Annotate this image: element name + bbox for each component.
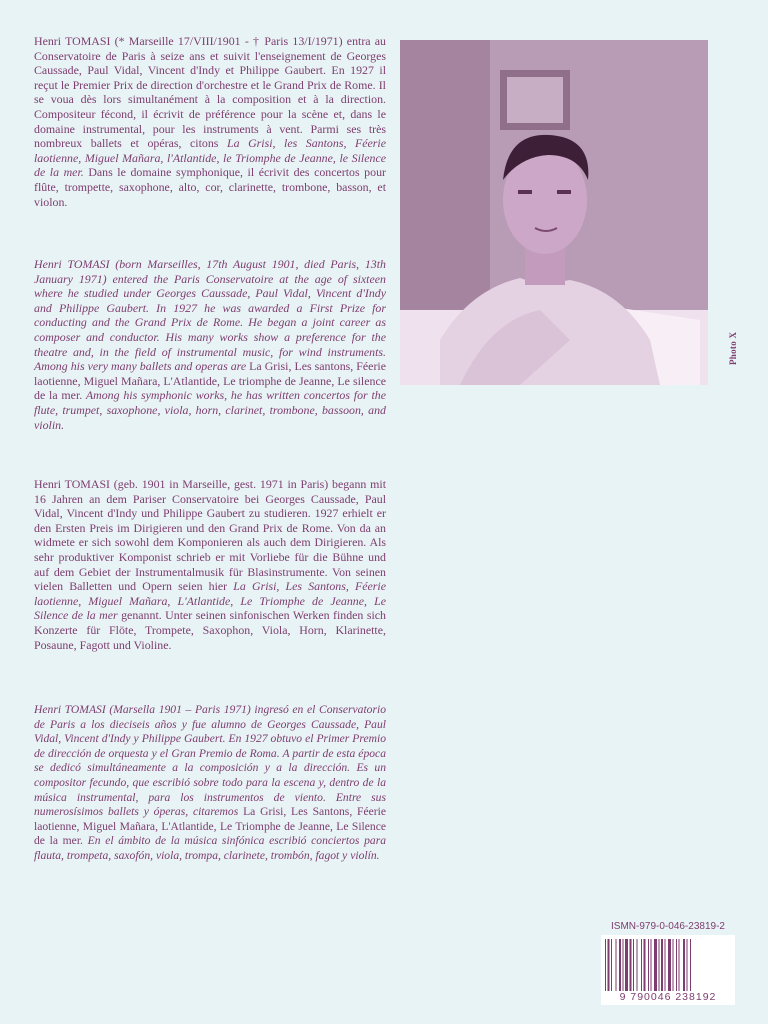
- biography-french-text: Henri TOMASI (* Marseille 17/VIII/1901 - † Paris 13/I/1971) entra au Conservatoire de Paris à seize ans et suivit l'enseignement de Georges Caussade, Paul Vidal, Vincent d'Indy et Philippe Gaubert. En 1927 il reçut le Premier Prix de direction d'orchestre et le Grand Prix de Rome. Il se voua dès lors simultanément à la composition et à la direction. Compositeur fécond, il écrivit de préférence pour la scène et, dans le domaine instrumental, pour les instruments à vent. Parmi ses très nombreux ballets et opéras, citons: [34, 34, 386, 151]
- biography-english-symphonic: Among his symphonic works, he has written concertos for the flute, trumpet, saxophone, viola, horn, clarinet, trombone, bassoon, and violin.: [34, 388, 386, 432]
- biography-spanish: [34, 703, 386, 864]
- biography-english: [34, 257, 386, 432]
- composer-portrait-photo: [400, 40, 708, 385]
- biography-spanish-symphonic: En el ámbito de la música sinfónica escribió conciertos para flauta, trompeta, saxofón, viola, trompa, clarinete, trombón, fagot y violín.: [34, 834, 387, 862]
- biography-german: [34, 477, 386, 652]
- ismn-number: ISMN-979-0-046-23819-2: [611, 921, 725, 932]
- biography-english-text: Henri TOMASI (born Marseilles, 17th August 1901, died Paris, 13th January 1971) entered the Paris Conservatoire at the age of sixteen where he studied under Georges Caussade, Paul Vidal, Vincent d'Indy and Philippe Gaubert. In 1927 he was awarded a First Prize for conducting and the Grand Prix de Rome. He began a joint career as composer and conductor. His many works show a preference for the theatre and, in the field of instrumental music, for wind instruments. Among his very many ballets and operas are: [34, 257, 386, 374]
- biography-spanish-text: Henri TOMASI (Marsella 1901 – Paris 1971) ingresó en el Conservatorio de Paris a los dieciseis años y fue alumno de Georges Caussade, Paul Vidal, Vincent d'Indy y Philippe Gaubert. En 1927 obtuvo el Primer Premio de dirección de orquesta y el Gran Premio de Roma. A partir de esta época se dedicó simultáneamente a la composición y a la dirección. Es un compositor fecundo, que escribió sobre todo para la escena y, dentro de la música instrumental, para los instrumentos de viento. Entre sus numerosísimos ballets y óperas, citaremos: [34, 703, 386, 819]
- portrait-illustration: [400, 40, 708, 385]
- photo-credit: Photo X: [728, 331, 738, 365]
- biography-french-symphonic: Dans le domaine symphonique, il écrivit des concertos pour flûte, trompette, saxophone, alto, cor, clarinette, trombone, basson, et violon.: [34, 165, 386, 209]
- biography-german-works: La Grisi, Les Santons, Féerie laotienne, Miguel Mañara, L'Atlantide, Le Triomphe de Jeanne, Le Silence de la mer: [34, 579, 386, 623]
- biography-spanish-works: La Grisi, Les Santons, Féerie laotienne, Miguel Mañara, L'Atlantide, Le Triomphe de Jeanne, Le Silence de la mer.: [34, 805, 387, 848]
- biography-german-text: Henri TOMASI (geb. 1901 in Marseille, gest. 1971 in Paris) begann mit 16 Jahren an dem Pariser Conservatoire bei Georges Caussade, Paul Vidal, Vincent d'Indy und Philippe Gaubert zu studieren. 1927 erhielt er den Ersten Preis im Dirigieren und den Grand Prix de Rome. Von da an widmete er sich sowohl dem Komponieren als auch dem Dirigieren. Als sehr produktiver Komponist schrieb er mit Vorliebe für die Bühne und auf dem Gebiet der Instrumentalmusik für Blasinstrumente. Von seinen vielen Balletten und Opern seien hier: [34, 477, 386, 594]
- barcode-digits: 9 790046 238192: [601, 991, 735, 1003]
- biography-english-works: La Grisi, Les santons, Féerie laotienne, Miguel Mañara, L'Atlantide, Le triomphe de Jeanne, Le silence de la mer.: [34, 359, 386, 403]
- barcode: [601, 935, 735, 1005]
- biography-french: [34, 34, 386, 209]
- biography-french-works: La Grisi, les Santons, Féerie laotienne, Miguel Mañara, l'Atlantide, le Triomphe de Jeanne, le Silence de la mer.: [34, 136, 386, 180]
- biography-german-symphonic: genannt. Unter seinen sinfonischen Werken finden sich Konzerte für Flöte, Trompete, Saxophon, Viola, Horn, Klarinette, Posaune, Fagott und Violine.: [34, 608, 386, 652]
